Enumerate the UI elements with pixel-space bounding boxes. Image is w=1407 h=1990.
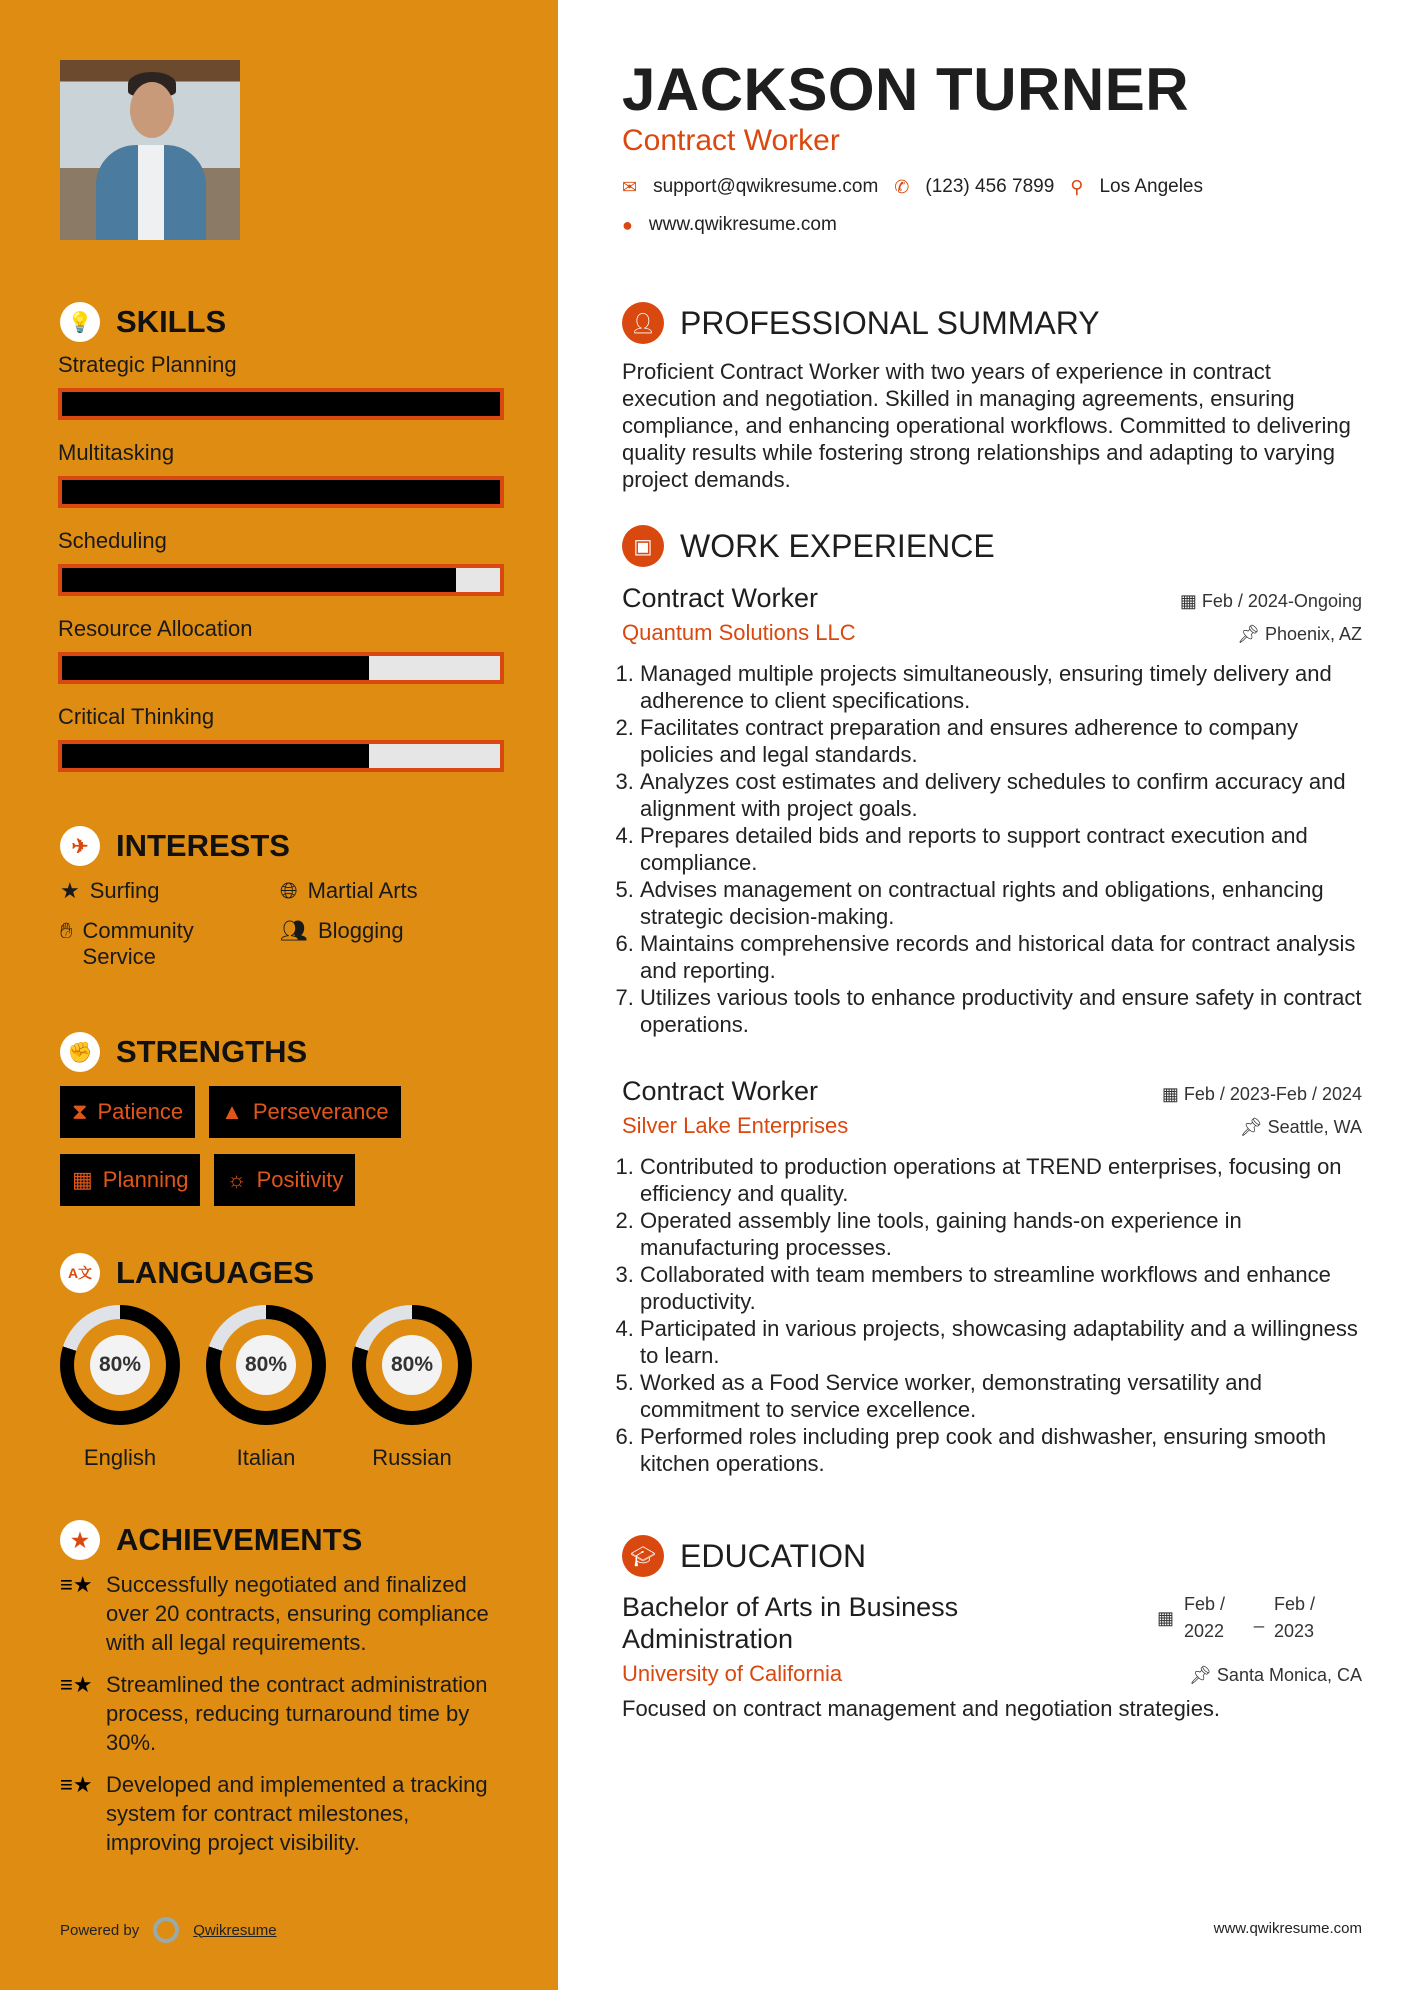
skill-item	[58, 528, 504, 596]
achievement-item	[60, 1770, 500, 1857]
hand-icon: ✋︎	[60, 918, 73, 943]
language-donut	[352, 1305, 472, 1425]
strength-label: Positivity	[256, 1167, 344, 1192]
pin-icon: 📌︎	[1239, 1117, 1263, 1137]
achievement-item	[60, 1570, 500, 1657]
globe-icon: 🌐︎	[280, 878, 298, 903]
skill-bar	[58, 564, 504, 596]
pin-icon: 📌︎	[1237, 624, 1260, 644]
experience-heading: WORK EXPERIENCE	[680, 527, 995, 564]
job-bullet: 2. Operated assembly line tools, gaining hands-on experience in manufacturing processes.	[640, 1207, 1362, 1261]
skill-item	[58, 704, 504, 772]
strength-label: Planning	[102, 1167, 189, 1192]
language-label: English	[83, 1445, 157, 1470]
education-start: Feb / 2022	[1183, 1594, 1226, 1641]
skill-label: Critical Thinking	[58, 704, 215, 729]
location: Los Angeles	[1099, 176, 1203, 197]
degree: Bachelor of Arts in Business Administration	[622, 1592, 959, 1654]
calendar-icon: ▦	[1156, 1607, 1174, 1628]
user-icon: 👤︎	[622, 302, 664, 344]
language-donut	[60, 1305, 180, 1425]
skill-label: Strategic Planning	[58, 352, 237, 377]
candidate-title: Contract Worker	[622, 124, 840, 157]
job-bullet: 6. Performed roles including prep cook and dishwasher, ensuring smooth kitchen operations.	[640, 1423, 1362, 1477]
skill-item	[58, 352, 504, 420]
strengths-heading: STRENGTHS	[116, 1034, 308, 1069]
education-section: 🎓︎ EDUCATION Bachelor of Arts in Business Administration ▦ Feb / 2022 _ Feb / 2023 University of California 📌︎ Santa Monica, CA Focused on contract management and negotiation strategies.	[622, 1535, 1362, 1722]
language-item	[60, 1305, 180, 1471]
language-donut	[206, 1305, 326, 1425]
education-end: Feb / 2023	[1274, 1594, 1316, 1641]
job-bullet: 5. Advises management on contractual rights and obligations, enhancing strategic decision-making.	[640, 876, 1362, 930]
skill-bar-fill	[62, 744, 369, 768]
experience-section	[622, 525, 1362, 1477]
candidate-name: JACKSON TURNER	[622, 56, 1190, 123]
interests-section	[60, 826, 500, 970]
road-icon: ▲	[221, 1099, 243, 1124]
job-bullet: 6. Maintains comprehensive records and historical data for contract analysis and reporting.	[640, 930, 1362, 984]
lightbulb-icon: 💡	[60, 302, 100, 342]
calendar-icon: ▦	[72, 1167, 93, 1192]
strength-badge	[209, 1086, 401, 1138]
interest-item	[280, 918, 500, 970]
languages-heading: LANGUAGES	[116, 1255, 315, 1290]
company: Silver Lake Enterprises	[622, 1113, 849, 1138]
pin-icon: 📌︎	[1189, 1665, 1212, 1685]
language-percent: 80%	[90, 1335, 150, 1395]
strength-badge	[214, 1154, 355, 1206]
language-label: Italian	[236, 1445, 296, 1470]
job-bullet: 4. Participated in various projects, showcasing adaptability and a willingness to learn.	[640, 1315, 1362, 1369]
interest-label: Surfing	[89, 878, 160, 903]
summary-heading: PROFESSIONAL SUMMARY	[680, 304, 1100, 341]
strength-badge	[60, 1154, 200, 1206]
phone: (123) 456 7899	[925, 176, 1055, 197]
email[interactable]: support@qwikresume.com	[653, 176, 879, 197]
star-badge-icon: ★	[60, 1520, 100, 1560]
job-bullet: 3. Analyzes cost estimates and delivery schedules to confirm accuracy and alignment with project goals.	[640, 768, 1362, 822]
job-bullet: 1. Managed multiple projects simultaneously, ensuring timely delivery and adherence to client specifications.	[640, 660, 1362, 714]
fist-icon: ✊	[60, 1032, 100, 1072]
education-location: Santa Monica, CA	[1216, 1665, 1362, 1685]
interest-item	[280, 878, 500, 904]
star-icon: ≡★	[60, 1572, 93, 1597]
skill-item	[58, 616, 504, 684]
job-dates: Feb / 2023-Feb / 2024	[1183, 1084, 1362, 1104]
company: Quantum Solutions LLC	[622, 620, 856, 645]
achievements-section	[60, 1520, 500, 1870]
location-pin-icon: ⚲	[1070, 176, 1084, 197]
star-icon: ≡★	[60, 1772, 93, 1797]
education-description: Focused on contract management and negotiation strategies.	[622, 1696, 1221, 1721]
interests-heading: INTERESTS	[116, 828, 290, 863]
achievement-text: Successfully negotiated and finalized over 20 contracts, ensuring compliance with all legal requirements.	[106, 1572, 489, 1655]
header	[622, 55, 1362, 236]
job-entry	[622, 1076, 1362, 1477]
strength-badge	[60, 1086, 195, 1138]
email-icon: ✉	[622, 176, 638, 197]
job-dates: Feb / 2024-Ongoing	[1201, 591, 1362, 611]
language-item	[352, 1305, 472, 1471]
interest-item	[60, 918, 240, 970]
job-bullet: 2. Facilitates contract preparation and ensures adherence to company policies and legal standards.	[640, 714, 1362, 768]
graduate-icon: 🎓︎	[622, 1535, 664, 1577]
education-heading: EDUCATION	[680, 1537, 867, 1574]
skill-bar	[58, 740, 504, 772]
interest-label: Blogging	[317, 918, 404, 943]
job-bullet: 3. Collaborated with team members to streamline workflows and enhance productivity.	[640, 1261, 1362, 1315]
job-location: Phoenix, AZ	[1264, 624, 1362, 644]
paper-plane-icon: ✈	[60, 826, 100, 866]
job-bullet: 1. Contributed to production operations at TREND enterprises, focusing on efficiency and quality.	[640, 1153, 1362, 1207]
phone-icon: ✆	[894, 176, 910, 197]
calendar-icon: ▦	[1161, 1084, 1179, 1104]
summary-text: Proficient Contract Worker with two years of experience in contract execution and negotiation. Skilled in managing agreements, ensuring compliance, and enhancing operational workflows. Committed to delivering quality results while fostering strong relationships and adapting to varying project demands.	[622, 359, 1351, 492]
interest-label: Martial Arts	[307, 878, 418, 903]
powered-by	[60, 1917, 277, 1943]
job-entry	[622, 583, 1362, 1038]
job-bullet: 4. Prepares detailed bids and reports to support contract execution and compliance.	[640, 822, 1362, 876]
interest-item	[60, 878, 280, 904]
job-title: Contract Worker	[622, 583, 819, 613]
school: University of California	[622, 1661, 843, 1686]
job-location: Seattle, WA	[1267, 1117, 1362, 1137]
powered-by-label: Powered by	[60, 1921, 140, 1939]
globe-icon: ●	[622, 214, 633, 235]
achievements-heading: ACHIEVEMENTS	[116, 1522, 363, 1557]
skill-label: Multitasking	[58, 440, 175, 465]
achievement-text: Developed and implemented a tracking system for contract milestones, improving project visibility.	[106, 1772, 488, 1855]
skill-bar	[58, 476, 504, 508]
strength-label: Perseverance	[252, 1099, 389, 1124]
skill-bar	[58, 652, 504, 684]
language-percent: 80%	[236, 1335, 296, 1395]
star-icon: ★	[60, 878, 80, 903]
achievement-text: Streamlined the contract administration process, reducing turnaround time by 30%.	[106, 1672, 488, 1755]
sun-icon: ☼	[226, 1167, 247, 1192]
strength-label: Patience	[97, 1099, 184, 1124]
skill-bar-fill	[62, 392, 500, 416]
skill-bar-fill	[62, 568, 456, 592]
job-bullet: 5. Worked as a Food Service worker, demonstrating versatility and commitment to service excellence.	[640, 1369, 1362, 1423]
interest-label: Community Service	[82, 918, 194, 969]
strengths-section	[60, 1032, 520, 1206]
profile-photo	[60, 60, 240, 240]
skills-section	[60, 302, 504, 792]
skill-bar	[58, 388, 504, 420]
qwikresume-link[interactable]: Qwikresume	[193, 1921, 277, 1939]
hourglass-icon: ⧗	[72, 1099, 88, 1124]
summary-section	[622, 302, 1362, 493]
skill-label: Scheduling	[58, 528, 167, 553]
skill-bar-fill	[62, 480, 500, 504]
website[interactable]: www.qwikresume.com	[648, 214, 837, 235]
language-percent: 80%	[382, 1335, 442, 1395]
job-bullet: 7. Utilizes various tools to enhance productivity and ensure safety in contract operations.	[640, 984, 1362, 1038]
language-item	[206, 1305, 326, 1471]
qwikresume-logo-icon	[153, 1917, 179, 1943]
language-icon: A文	[60, 1253, 100, 1293]
languages-section	[60, 1253, 472, 1471]
language-label: Russian	[372, 1445, 452, 1470]
star-icon: ≡★	[60, 1672, 93, 1697]
job-title: Contract Worker	[622, 1076, 819, 1106]
skills-heading: SKILLS	[116, 304, 227, 339]
briefcase-icon: ▣	[622, 525, 664, 567]
footer-url[interactable]: www.qwikresume.com	[1213, 1920, 1362, 1937]
skill-bar-fill	[62, 656, 369, 680]
skill-label: Resource Allocation	[58, 616, 253, 641]
users-icon: 👥︎	[280, 918, 308, 943]
calendar-icon: ▦	[1179, 591, 1197, 611]
achievement-item	[60, 1670, 500, 1757]
skill-item	[58, 440, 504, 508]
